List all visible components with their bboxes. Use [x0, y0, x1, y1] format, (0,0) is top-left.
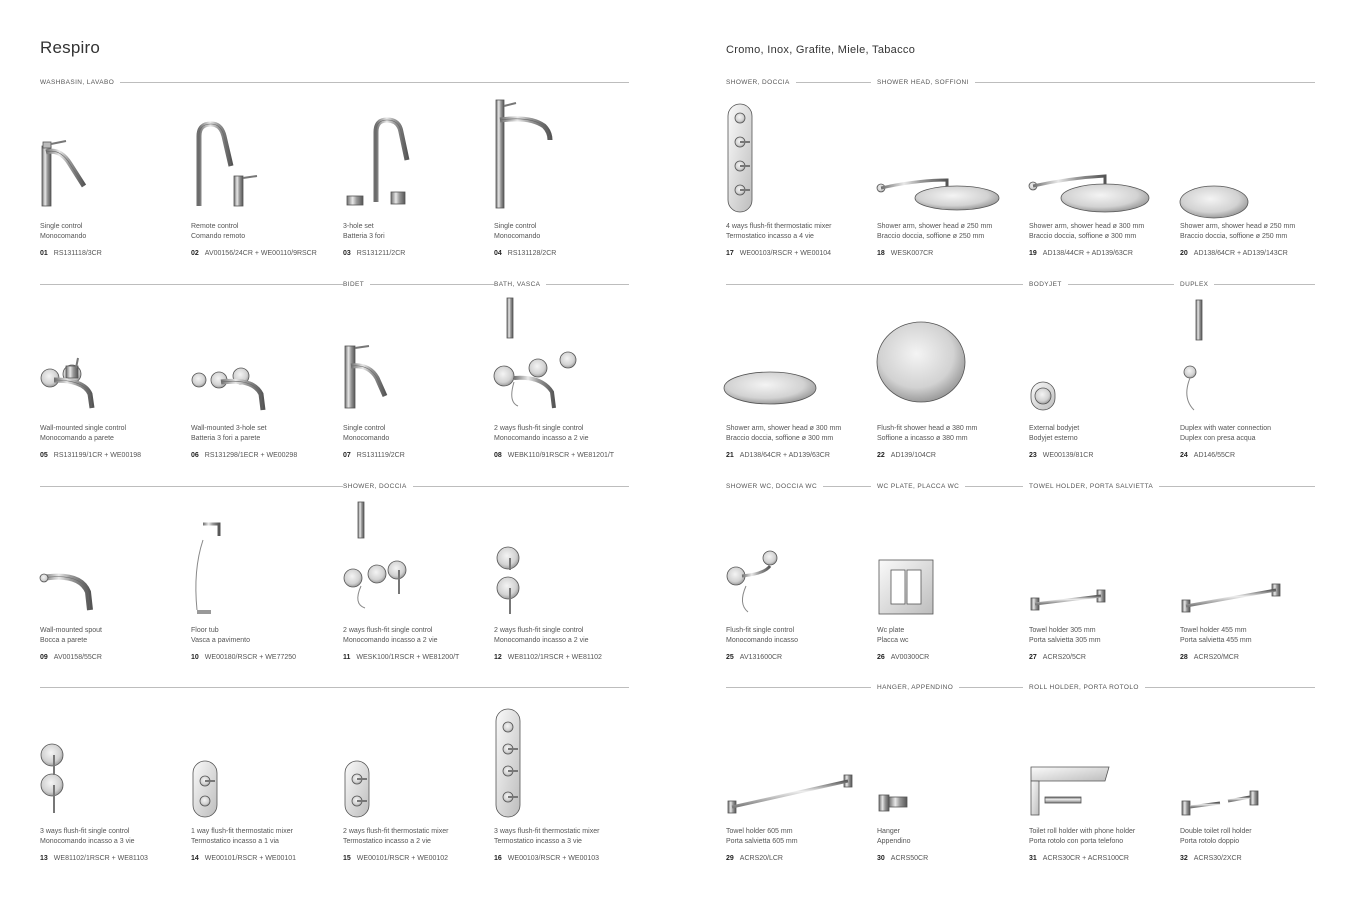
- product-name-en: Remote control: [191, 223, 239, 230]
- product-code-line: [191, 452, 297, 459]
- product-name-en: 2 ways flush-fit single control: [343, 627, 433, 634]
- product-code: AD138/64CR + AD139/63CR: [739, 452, 830, 459]
- product-code-line: [1029, 855, 1129, 862]
- bath-mixer-icon: [494, 298, 634, 418]
- product-code: AV00156/24CR + WE00110/9RSCR: [204, 250, 317, 257]
- product-code-line: [191, 855, 296, 862]
- product-name-en: Duplex with water connection: [1180, 425, 1272, 432]
- product-name-it: Porta salvietta 305 mm: [1029, 637, 1101, 644]
- product-name-it: Soffione a incasso ø 380 mm: [877, 435, 968, 442]
- product-name-it: Vasca a pavimento: [191, 637, 251, 644]
- product-number: 05: [40, 452, 48, 459]
- product-number: 11: [343, 654, 351, 661]
- product-names: [1180, 222, 1295, 242]
- product-code-line: [343, 855, 448, 862]
- towel-bar-short-icon: [1029, 500, 1169, 620]
- shower-head-arm-icon: [877, 96, 1017, 216]
- product-name-en: 1 way flush-fit thermostatic mixer: [191, 828, 293, 835]
- product-number: 23: [1029, 452, 1037, 459]
- product-name-en: Wall-mounted spout: [40, 627, 102, 634]
- product-name-it: Porta salvietta 605 mm: [726, 838, 798, 845]
- roll-holder-shelf-icon: [1029, 701, 1169, 821]
- product-name-en: 3-hole set: [343, 223, 374, 230]
- product-name-it: Appendino: [877, 838, 911, 845]
- product-code: RS131119/2CR: [356, 452, 405, 459]
- product-number: 03: [343, 250, 351, 257]
- product-name-en: Wc plate: [877, 627, 905, 634]
- product-code: ACRS30CR + ACRS100CR: [1042, 855, 1129, 862]
- product-number: 27: [1029, 654, 1037, 661]
- section-label-washbasin: WASHBASIN, LAVABO: [40, 79, 120, 87]
- product-code: WESK100/1RSCR + WE81200/T: [356, 654, 460, 661]
- product-code-line: [1180, 654, 1239, 661]
- product-code-line: [1029, 250, 1133, 257]
- three-hole-set-icon: [343, 96, 483, 216]
- double-roll-holder-icon: [1180, 701, 1320, 821]
- page-title: Respiro: [40, 38, 100, 57]
- thermostatic-plate-3-icon: [494, 701, 634, 821]
- product-code: AD138/44CR + AD139/63CR: [1042, 250, 1133, 257]
- product-name-it: Bodyjet esterno: [1029, 435, 1078, 442]
- section-rule: [726, 687, 1315, 688]
- section-rule: [726, 284, 1315, 285]
- product-names: [191, 222, 245, 242]
- product-number: 31: [1029, 855, 1037, 862]
- product-code: WE00180/RSCR + WE77250: [204, 654, 297, 661]
- product-code-line: [1029, 452, 1093, 459]
- product-code-line: [877, 452, 936, 459]
- product-name-it: Braccio doccia, soffione ø 300 mm: [726, 435, 834, 442]
- product-name-en: External bodyjet: [1029, 425, 1080, 432]
- product-names: [494, 626, 589, 646]
- product-code-line: [343, 654, 459, 661]
- product-code: ACRS30/2XCR: [1193, 855, 1242, 862]
- ceiling-shower-head-large-icon: [726, 298, 866, 418]
- product-name-en: Wall-mounted 3-hole set: [191, 425, 267, 432]
- product-name-en: Single control: [40, 223, 83, 230]
- product-name-it: Termostatico incasso a 4 vie: [726, 233, 814, 240]
- product-name-en: Shower arm, shower head ø 300 mm: [1029, 223, 1145, 230]
- product-names: [191, 626, 250, 646]
- product-names: [494, 424, 589, 444]
- section-label-hanger: HANGER, APPENDINO: [871, 684, 959, 692]
- product-code: WEBK110/91RSCR + WE81201/T: [507, 452, 615, 459]
- product-name-it: Monocomando incasso a 2 vie: [343, 637, 438, 644]
- product-code-line: [191, 654, 296, 661]
- product-name-it: Monocomando a parete: [40, 435, 114, 442]
- product-code-line: [1029, 654, 1086, 661]
- product-name-it: Braccio doccia, soffione ø 300 mm: [1029, 233, 1137, 240]
- product-name-it: Braccio doccia, soffione ø 250 mm: [877, 233, 985, 240]
- section-label-shower-wc: SHOWER WC, DOCCIA WC: [726, 483, 823, 491]
- product-names: [1180, 424, 1271, 444]
- product-code-line: [1180, 250, 1288, 257]
- product-name-en: 4 ways flush-fit thermostatic mixer: [726, 223, 832, 230]
- product-name-it: Termostatico incasso a 3 vie: [494, 838, 582, 845]
- product-name-it: Bocca a parete: [40, 637, 88, 644]
- product-number: 30: [877, 855, 885, 862]
- towel-bar-long-icon: [726, 701, 866, 821]
- product-number: 08: [494, 452, 502, 459]
- section-label-shower-right: SHOWER, DOCCIA: [726, 79, 796, 87]
- product-code: AD138/64CR + AD139/143CR: [1193, 250, 1288, 257]
- product-names: [40, 626, 102, 646]
- section-rule: [40, 486, 629, 487]
- product-name-it: Porta rotolo con porta telefono: [1029, 838, 1124, 845]
- product-name-it: Monocomando incasso a 2 vie: [494, 435, 589, 442]
- product-name-en: 3 ways flush-fit thermostatic mixer: [494, 828, 600, 835]
- product-names: [343, 827, 448, 847]
- product-name-it: Termostatico incasso a 2 vie: [343, 838, 431, 845]
- product-names: [877, 222, 992, 242]
- product-code-line: [726, 250, 831, 257]
- product-names: [726, 626, 798, 646]
- product-names: [877, 626, 909, 646]
- wall-spout-icon: [40, 500, 180, 620]
- product-name-it: Monocomando incasso a 3 vie: [40, 838, 135, 845]
- product-names: [1029, 222, 1144, 242]
- wc-plate-icon: [877, 500, 1017, 620]
- product-name-en: Flush-fit single control: [726, 627, 795, 634]
- product-name-en: Wall-mounted single control: [40, 425, 127, 432]
- bodyjet-icon: [1029, 298, 1169, 418]
- product-name-en: 2 ways flush-fit single control: [494, 425, 584, 432]
- flush-shower-head-icon: [877, 298, 1017, 418]
- shower-set-icon: [343, 500, 483, 620]
- section-rule: [40, 687, 629, 688]
- product-name-it: Monocomando: [494, 233, 541, 240]
- product-number: 29: [726, 855, 734, 862]
- product-names: [343, 222, 385, 242]
- product-names: [343, 626, 438, 646]
- product-code-line: [191, 250, 317, 257]
- product-code-line: [343, 250, 405, 257]
- product-code: ACRS20/MCR: [1193, 654, 1239, 661]
- duplex-hand-shower-icon: [1180, 298, 1320, 418]
- product-names: [40, 424, 126, 444]
- section-label-towel-holder: TOWEL HOLDER, PORTA SALVIETTA: [1023, 483, 1159, 491]
- three-way-control-icon: [40, 701, 180, 821]
- product-name-it: Batteria 3 fori: [343, 233, 385, 240]
- section-label-shower-head: SHOWER HEAD, SOFFIONI: [871, 79, 975, 87]
- floor-tub-mixer-icon: [191, 500, 331, 620]
- product-name-en: Shower arm, shower head ø 250 mm: [1180, 223, 1296, 230]
- product-code-line: [877, 855, 928, 862]
- product-names: [1180, 626, 1252, 646]
- wc-shower-icon: [726, 500, 866, 620]
- thermostatic-plate-icon: [191, 701, 331, 821]
- product-code: RS131298/1ECR + WE00298: [204, 452, 298, 459]
- product-code-line: [1180, 452, 1235, 459]
- product-names: [494, 222, 540, 242]
- product-names: [40, 827, 135, 847]
- basin-mixer-icon: [40, 96, 180, 216]
- product-code-line: [40, 250, 102, 257]
- product-name-en: Towel holder 455 mm: [1180, 627, 1247, 634]
- product-number: 14: [191, 855, 199, 862]
- product-names: [40, 222, 86, 242]
- product-name-en: Hanger: [877, 828, 900, 835]
- product-code: ACRS20/5CR: [1042, 654, 1086, 661]
- towel-bar-medium-icon: [1180, 500, 1320, 620]
- product-name-it: Monocomando incasso a 2 vie: [494, 637, 589, 644]
- product-names: [191, 827, 293, 847]
- product-code: WE00101/RSCR + WE00101: [204, 855, 297, 862]
- product-name-en: Towel holder 605 mm: [726, 828, 793, 835]
- bidet-mixer-icon: [343, 298, 483, 418]
- product-names: [877, 424, 977, 444]
- section-label-bath: BATH, VASCA: [494, 281, 546, 289]
- product-name-en: Double toilet roll holder: [1180, 828, 1252, 835]
- product-number: 04: [494, 250, 502, 257]
- thermostatic-plate-2-icon: [343, 701, 483, 821]
- product-name-en: Floor tub: [191, 627, 219, 634]
- product-name-en: 3 ways flush-fit single control: [40, 828, 130, 835]
- product-name-it: Monocomando: [40, 233, 87, 240]
- product-number: 07: [343, 452, 351, 459]
- product-names: [726, 827, 798, 847]
- product-code: WE00101/RSCR + WE00102: [356, 855, 449, 862]
- section-label-roll-holder: ROLL HOLDER, PORTA ROTOLO: [1023, 684, 1145, 692]
- product-name-en: Single control: [343, 425, 386, 432]
- hanger-icon: [877, 701, 1017, 821]
- product-name-en: 2 ways flush-fit thermostatic mixer: [343, 828, 449, 835]
- product-code-line: [494, 855, 599, 862]
- product-number: 28: [1180, 654, 1188, 661]
- shower-head-arm-large-icon: [1029, 96, 1169, 216]
- product-code: RS131199/1CR + WE00198: [53, 452, 142, 459]
- thermostatic-plate-4-icon: [726, 96, 866, 216]
- product-code-line: [726, 452, 830, 459]
- product-name-it: Placca wc: [877, 637, 909, 644]
- ceiling-shower-head-icon: [1180, 96, 1320, 216]
- section-rule: [40, 82, 629, 83]
- product-number: 24: [1180, 452, 1188, 459]
- product-names: [1029, 424, 1079, 444]
- section-label-wc-plate: WC PLATE, PLACCA WC: [871, 483, 965, 491]
- product-name-en: Single control: [494, 223, 537, 230]
- product-code: ACRS20/LCR: [739, 855, 783, 862]
- product-name-en: Toilet roll holder with phone holder: [1029, 828, 1136, 835]
- product-code: WE00139/81CR: [1042, 452, 1094, 459]
- product-number: 09: [40, 654, 48, 661]
- product-names: [1180, 827, 1252, 847]
- product-code: AV00158/55CR: [53, 654, 102, 661]
- product-names: [191, 424, 267, 444]
- product-names: [343, 424, 389, 444]
- product-code: AV131600CR: [739, 654, 783, 661]
- product-code: WE81102/1RSCR + WE81103: [53, 855, 148, 862]
- product-name-it: Comando remoto: [191, 233, 246, 240]
- product-name-it: Braccio doccia, soffione ø 250 mm: [1180, 233, 1288, 240]
- two-way-control-icon: [494, 500, 634, 620]
- product-code-line: [726, 654, 782, 661]
- product-names: [494, 827, 599, 847]
- product-number: 22: [877, 452, 885, 459]
- product-code: WE81102/1RSCR + WE81102: [507, 654, 602, 661]
- product-number: 32: [1180, 855, 1188, 862]
- tall-basin-mixer-icon: [494, 96, 634, 216]
- product-name-it: Porta rotolo doppio: [1180, 838, 1240, 845]
- product-name-it: Monocomando: [343, 435, 390, 442]
- product-number: 12: [494, 654, 502, 661]
- section-label-bodyjet: BODYJET: [1023, 281, 1068, 289]
- product-number: 18: [877, 250, 885, 257]
- product-number: 16: [494, 855, 502, 862]
- wall-mixer-icon: [40, 298, 180, 418]
- product-code: AD146/55CR: [1193, 452, 1236, 459]
- product-names: [726, 222, 831, 242]
- product-code: RS131128/2CR: [507, 250, 557, 257]
- section-label-bidet: BIDET: [343, 281, 370, 289]
- product-name-en: Shower arm, shower head ø 300 mm: [726, 425, 842, 432]
- product-number: 15: [343, 855, 351, 862]
- product-code: WE00103/RSCR + WE00103: [507, 855, 600, 862]
- product-code: AD139/104CR: [890, 452, 936, 459]
- product-number: 20: [1180, 250, 1188, 257]
- product-code-line: [494, 654, 602, 661]
- product-names: [877, 827, 910, 847]
- product-names: [726, 424, 841, 444]
- product-code-line: [40, 452, 141, 459]
- product-name-en: Towel holder 305 mm: [1029, 627, 1096, 634]
- product-code: RS131211/2CR: [356, 250, 406, 257]
- product-code-line: [877, 250, 933, 257]
- product-number: 13: [40, 855, 48, 862]
- product-name-en: Flush-fit shower head ø 380 mm: [877, 425, 978, 432]
- product-code: RS131118/3CR: [53, 250, 102, 257]
- product-code: WESK007CR: [890, 250, 934, 257]
- wall-three-hole-icon: [191, 298, 331, 418]
- product-number: 21: [726, 452, 734, 459]
- product-name-it: Batteria 3 fori a parete: [191, 435, 261, 442]
- product-name-en: 2 ways flush-fit single control: [494, 627, 584, 634]
- product-number: 10: [191, 654, 199, 661]
- section-label-duplex: DUPLEX: [1174, 281, 1214, 289]
- product-name-it: Duplex con presa acqua: [1180, 435, 1256, 442]
- product-code-line: [40, 855, 148, 862]
- product-number: 02: [191, 250, 199, 257]
- product-number: 25: [726, 654, 734, 661]
- product-code: WE00103/RSCR + WE00104: [739, 250, 832, 257]
- product-code-line: [726, 855, 783, 862]
- product-number: 17: [726, 250, 734, 257]
- product-code-line: [343, 452, 405, 459]
- product-number: 19: [1029, 250, 1037, 257]
- product-code-line: [494, 250, 556, 257]
- product-number: 06: [191, 452, 199, 459]
- product-number: 01: [40, 250, 48, 257]
- product-names: [1029, 827, 1135, 847]
- product-name-it: Porta salvietta 455 mm: [1180, 637, 1252, 644]
- product-code-line: [1180, 855, 1242, 862]
- remote-control-mixer-icon: [191, 96, 331, 216]
- product-code: AV00300CR: [890, 654, 930, 661]
- product-code-line: [494, 452, 614, 459]
- product-code-line: [877, 654, 929, 661]
- product-number: 26: [877, 654, 885, 661]
- product-name-it: Termostatico incasso a 1 via: [191, 838, 279, 845]
- finishes-subtitle: Cromo, Inox, Grafite, Miele, Tabacco: [726, 44, 916, 56]
- section-rule: [726, 82, 1315, 83]
- product-name-it: Monocomando incasso: [726, 637, 798, 644]
- product-code-line: [40, 654, 102, 661]
- product-names: [1029, 626, 1101, 646]
- product-name-en: Shower arm, shower head ø 250 mm: [877, 223, 993, 230]
- section-label-shower: SHOWER, DOCCIA: [343, 483, 413, 491]
- product-code: ACRS50CR: [890, 855, 929, 862]
